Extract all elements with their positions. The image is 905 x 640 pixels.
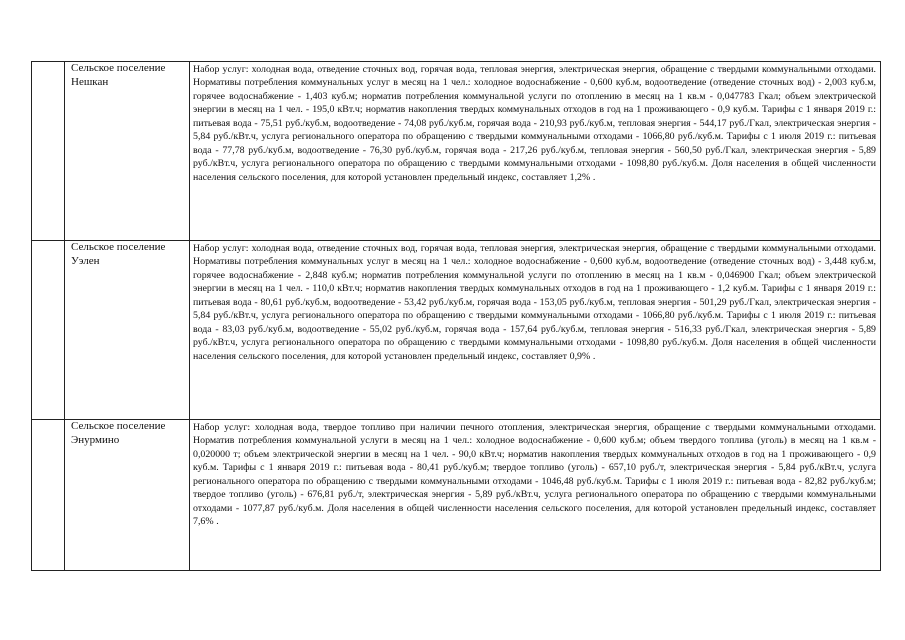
services-description-cell [190,420,881,571]
settlement-name-line2: Уэлен [71,254,100,267]
settlement-name-line2: Энурмино [71,433,120,446]
services-description: Набор услуг: холодная вода, отведение сточных вод, горячая вода, тепловая энергия, электрическая энергия, обращение с твердыми коммунальными отходами. Нормативы потребления коммунальных услуг в месяц на 1 чел.: холодное водоснабжение - 0,600 куб.м, водоотведение (отведение сточных вод) - 2,003 куб.м, горячее водоснабжение - 1,403 куб.м; норматив потребления коммунальной услуги по отоплению в месяц на 1 кв.м - 0,047783 Гкал; объем электрической энергии в месяц на 1 чел. - 195,0 кВт.ч; норматив накопления твердых коммунальных отходов в год на 1 проживающего - 0,9 куб.м. Тарифы с 1 января 2019 г.: питьевая вода - 75,51 руб./куб.м, водоотведение - 74,08 руб./куб.м, горячая вода - 210,93 руб./куб.м, тепловая энергия - 544,17 руб./Гкал, электрическая энергия - 5,84 руб./кВт.ч, услуга регионального оператора по обращению с твердыми коммунальными отходами - 1066,80 руб./куб.м. Тарифы с 1 июля 2019 г.: питьевая вода - 77,78 руб./куб.м, водоотведение - 76,30 руб./куб.м, горячая вода - 217,26 руб./куб.м, тепловая энергия - 560,50 руб./Гкал, электрическая энергия - 5,89 руб./кВт.ч, услуга регионального оператора по обращению с твердыми коммунальными отходами - 1098,80 руб./куб.м. Доля населения в общей численности населения сельского поселения, для которой установлен предельный индекс, составляет 1,2% . [193,64,876,183]
services-description: Набор услуг: холодная вода, отведение сточных вод, горячая вода, тепловая энергия, электрическая энергия, обращение с твердыми коммунальными отходами. Нормативы потребления коммунальных услуг в месяц на 1 чел.: холодное водоснабжение - 0,600 куб.м, водоотведение (отведение сточных вод) - 3,448 куб.м, горячее водоснабжение - 2,848 куб.м; норматив потребления коммунальной услуги по отоплению в месяц на 1 кв.м - 0,046900 Гкал; объем электрической энергии в месяц на 1 чел. - 110,0 кВт.ч; норматив накопления твердых коммунальных отходов в год на 1 проживающего - 1,2 куб.м. Тарифы с 1 января 2019 г.: питьевая вода - 80,61 руб./куб.м, водоотведение - 53,42 руб./куб.м, горячая вода - 153,05 руб./куб.м, тепловая энергия - 501,29 руб./Гкал, электрическая энергия - 5,84 руб./кВт.ч, услуга регионального оператора по обращению с твердыми коммунальными отходами - 1066,80 руб./куб.м. Тарифы с 1 июля 2019 г.: питьевая вода - 83,03 руб./куб.м, водоотведение - 55,02 руб./куб.м, горячая вода - 157,64 руб./куб.м, тепловая энергия - 516,33 руб./Гкал, электрическая энергия - 5,89 руб./кВт.ч, услуга регионального оператора по обращению с твердыми коммунальными отходами - 1098,80 руб./куб.м. Доля населения в общей численности населения сельского поселения, для которой установлен предельный индекс, составляет 0,9% . [193,243,876,362]
table-row [32,420,881,571]
settlement-name-line1: Сельское поселение [71,241,166,253]
settlement-name-line1: Сельское поселение [71,62,166,74]
services-description: Набор услуг: холодная вода, твердое топливо при наличии печного отопления, электрическая энергия, обращение с твердыми коммунальными отходами. Норматив потребления коммунальной услуги в месяц на 1 чел.: холодное водоснабжение - 0,600 куб.м; объем твердого топлива (уголь) в месяц на 1 кв.м - 0,020000 т; объем электрической энергии в месяц на 1 чел. - 90,0 кВт.ч; норматив накопления твердых коммунальных отходов в год на 1 проживающего - 0,9 куб.м. Тарифы с 1 января 2019 г.: питьевая вода - 80,41 руб./куб.м; твердое топливо (уголь) - 657,10 руб./т, электрическая энергия - 5,84 руб./кВт.ч, услуга регионального оператора по обращению с твердыми коммунальными отходами - 1046,48 руб./куб.м. Тарифы с 1 июля 2019 г.: питьевая вода - 82,82 руб./куб.м; твердое топливо (уголь) - 676,81 руб./т, электрическая энергия - 5,89 руб./кВт.ч, услуга регионального оператора по обращению с твердыми коммунальными отходами - 1077,87 руб./куб.м. Доля населения в общей численности населения сельского поселения, для которой установлен предельный индекс, составляет 7,6% . [193,422,876,528]
row-number-cell [32,62,65,241]
settlement-name-cell [65,420,190,571]
table-row [32,62,881,241]
settlement-name-line2: Нешкан [71,75,109,88]
settlements-table [31,61,881,571]
settlement-name-cell [65,241,190,420]
settlement-name-cell [65,62,190,241]
row-number-cell [32,420,65,571]
row-number-cell [32,241,65,420]
services-description-cell [190,62,881,241]
services-description-cell [190,241,881,420]
settlement-name-line1: Сельское поселение [71,420,166,432]
table-row [32,241,881,420]
